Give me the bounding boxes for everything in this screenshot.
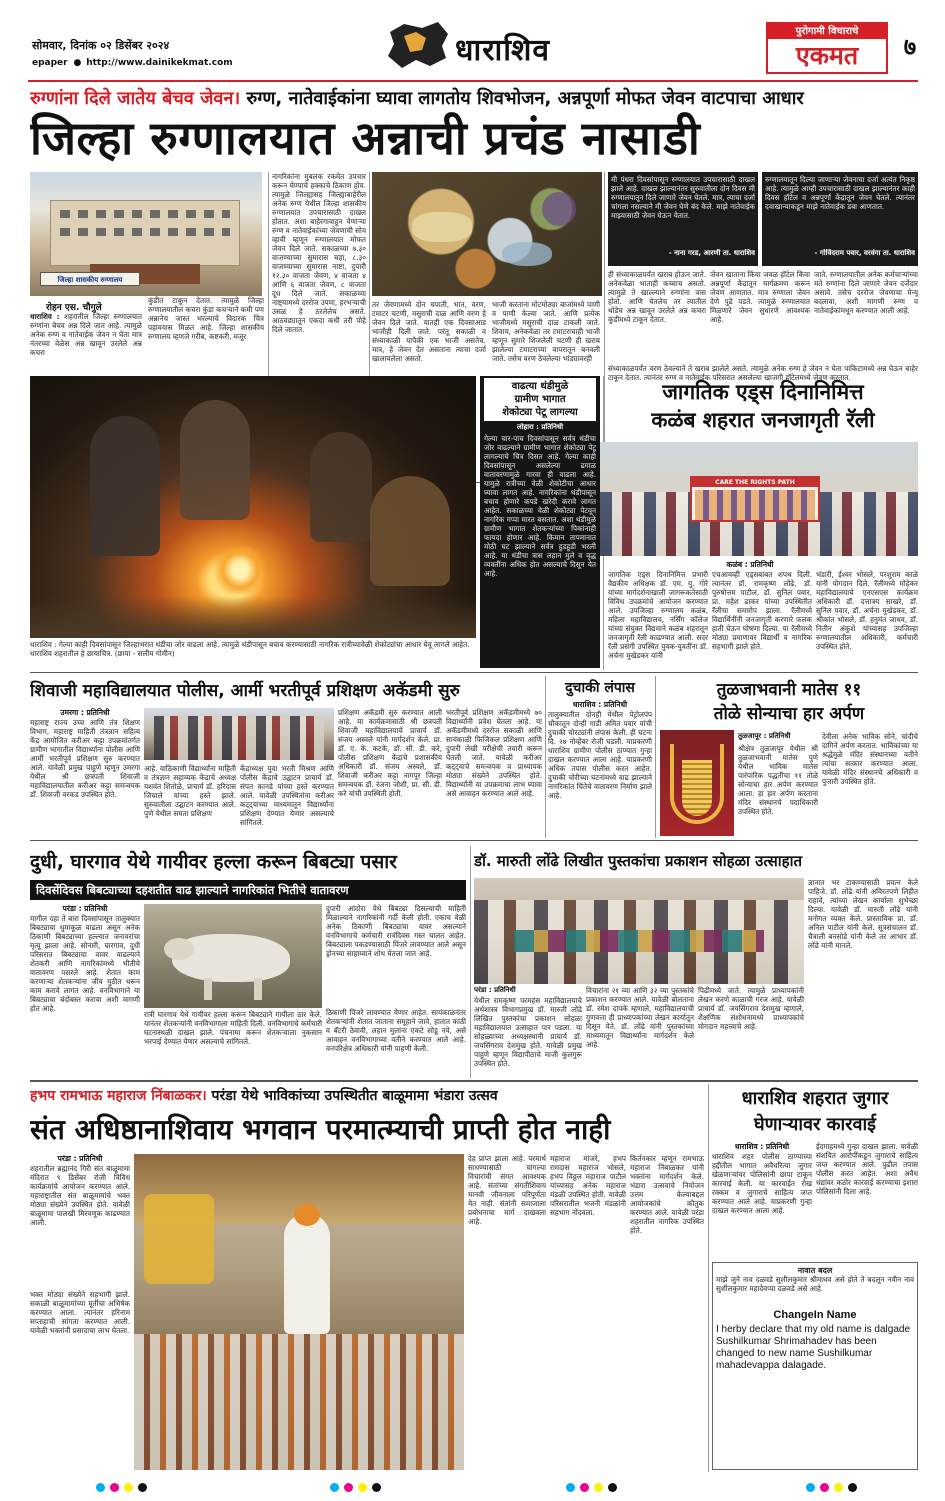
brand-box [766,22,888,74]
lead-kicker [30,86,920,112]
aids-byline: कळंब : प्रतिनिधी [726,560,774,569]
aids-column-1: जागतिक एड्स दिनानिमित्त प्रभारी वैद्यकीय अधिक्षक डॉ. एम. यु. गोरे यांच्या मार्गदर्शनाखाली जागरूकतेसाठी विविध उपक्रमांचे आयोजन करण्यात आले. उपजिल्हा रुग्णालय कळंब, महिला महाविद्यालय, नर्सिंग कॉलेज यांच्या संयुक्त विद्यमाने कळंब शहरातून जनजागृती रॅली काढण्यात आली. सदर रॅली प्रसंगी उपस्थित युवक-युवतींना डॉ. अर्चना मुखेडकर यांनी [608,570,708,660]
leopard-column-1b [30,1034,140,1076]
lead-column-7: ही संध्याकाळपर्यंत खराब होऊन जाते. अनेकवेळा भाताही कच्चाच असतो. त्यामुळे ते खाल्ल्याने रुग्णांना त्रास होतो. आणि घेतलेच तर त्यातील थोडेच अन्न खावून उरलेले अन्न कचरा कुंडीमध्ये टाकून देतात. [608,270,706,324]
tulja-headline [660,678,918,726]
aids-column-3: भंडारी, ईश्वर भोसले, परशुराम काळे यांनी योगदान दिले. रॅलीमध्ये मोहेकर महाविद्यालयाचे एनएसएस कार्यक्रम अधिकारी डॉ. दत्तात्रय साखरे, डॉ. सुनिल पवार, डॉ. अर्चना मुखेडकर, डॉ. श्रीकांत भोसले, डॉ. हनुमंत जाधव, डॉ. नितीन अंकुशे यांच्यासह उपजिल्हा रुग्णालयातील अधिकारी, कर्मचारी उपस्थित होते. [816,570,918,651]
lead-kicker-red: रुग्णांना दिले जातेय बेचव जेवन। [30,88,241,109]
gambling-headline-1: धाराशिव शहरात जुगार [741,1088,889,1109]
page-number: ७ [903,33,917,61]
rally-banner-text: CARE THE RIGHTS PATH [692,478,818,487]
ram-column-5: किर्तनकार म्हणून रामभाऊ महाराज निंबाळकर यांनी भक्तांना मार्गदर्शन केले. भंडारा उत्सवाचे नियोजन उत्तम केल्याबद्दल आयोजकांचे कौतुक करण्यात आले. यावेळी परंडा शहरातील नागरिक उपस्थित होते. [630,1154,704,1235]
ram-column-2: भक्त मोठ्या संख्येने सहभागी झाले. सकाळी बाळूमामांच्या मूर्तीचा अभिषेक करण्यात आला. त्यानंतर हरिनाम सप्ताहाची सांगता करण्यात आली. यावेळी भक्तांनी प्रसादाचा लाभ घेतला. [30,1290,130,1335]
name-change-notice [712,1262,918,1470]
globe-icon: ● [73,58,82,68]
bonfire-photo [30,376,476,638]
tulja-column-2: देवीला अनेक भाविक सोने, चांदीचे दागिने अर्पण करतात. भाविकांच्या या श्रद्धेमुळे मंदिर संस्थानच्या वतीने त्यांचा सत्कार करण्यात आला. यावेळी मंदिर संस्थानचे अधिकारी व पुजारी उपस्थित होते. [822,732,918,786]
gambling-column-1: धाराशिव शहर पोलीस ठाण्याच्या हद्दीतील भागात अवैधरित्या जुगार खेळणाऱ्यांवर पोलिसांनी छापा टाकून कारवाई केली. या कारवाईत रोख रक्कम व जुगाराचे साहित्य जप्त करण्यात आले आहे. याप्रकरणी गुन्हा दाखल करण्यात आला आहे. [712,1152,812,1215]
lead-dateline: धाराशिव : [30,312,60,321]
police-headline: शिवाजी महाविद्यालयात पोलीस, आर्मी भरतीपूर्व प्रशिक्षण अकॅडमी सुरु [30,681,460,701]
epaper-label: epaper [32,58,68,68]
quote-2-signature: - गोविंदराम पवार, वरवंगा ता. धाराशिव [814,249,915,257]
hospital-sign: जिल्हा शासकीय रुग्णालय [40,272,140,286]
lamps-headline: दुचाकी लंपास [565,680,635,696]
lead-column-1-text: शहरातील जिल्हा रुग्णालयात रुग्णांना बेचव अन्न दिले जात आहे. त्यामुळे अनेक रुग्ण व नातेवाईक जेवन न घेता मात्र नंतरच्या वेळेस अन्न खावून उरलेले अन्न कचरा [30,312,142,357]
quote-1-signature: - नाना गरड, आरणी ता. धाराशिव [668,249,755,257]
tulja-headline-2: तोळे सोन्याचा हार अर्पण [713,704,865,724]
police-column-1: महाराष्ट्र राज्य उच्च आणि तंत्र शिक्षण विभाग, महाराष्ट्र माहिती तंत्रज्ञान सहित्य केंद्र आयोजित करीअर कट्टा उपक्रमांतर्गत ग्रामीण भागातील विद्यार्थ्यांना पोलीस आणि आर्मी भरतीपूर्व प्रशिक्षण सुरु करण्यात आले. यावेळी प्रमुख पाहुणे म्हणून उमरगा येथील श्री छत्रपती शिवाजी महाविद्यालयातील करीअर कट्टा समन्वयक डॉ. शिवाजी वरकड उपस्थित होते. [30,718,140,799]
name-change-title: ChangeIn Name [773,1309,857,1321]
lead-column-3: नागरिकांना मुबलक रकमेत उपचार करून घेण्याचे हक्काचे ठिकाण होय. त्यामुळे जिल्ह्यासह जिल्ह्याबाहेरील अनेक रुग्ण येथील जिल्हा शासकीय रुग्णालयात उपचारासाठी दाखल होतात. अशा बाहेरगावाहून येणाऱ्या रुग्ण व नातेवाईकांच्या जेवणाची सोय व्हावी म्हणून रुग्णालयात मोफत जेवन दिले जाते. सकाळच्या ७.३० वाजण्याच्या सुमारास चहा, ८.३० वाजण्याच्या सुमारास नाष्टा, दुपारी १२.३० वाजता जेवण, ४ वाजता ४ आणि ६ वाजता जेवण, ८ वाजता दूध दिले जाते. सकाळच्या नाष्ट्यामध्ये दररोज उपमा, हरभऱ्याची उसळ हे ठरलेलेच असते. आठवड्यातून एकदा कधी तरी पोहे दिले जातात. [272,172,366,334]
cold-body: गेल्या चार-पाच दिवसांपासून सर्वत्र थंडीचा जोर वाढल्याने ग्रामीण भागात शेकोट्या पेटू लागल्याचे चित्र दिसत आहे. गेल्या काही दिवसांपासून असलेल्या ढगाळ वातावरणामुळे गारवा ही वाढला आहे. यामुळे रात्रीच्या वेळी शेकोटीचा आधार घ्यावा लागत आहे. नागरिकांना थंडीपासून बचाव होणारे कपडे खरेदी करावे लागत आहेत. सकाळच्या वेळी शेकोट्या पेटवून नागरिक गप्पा मारत बसतात. अशा थंडीमुळे ग्रामीण भागात शेतकऱ्यांच्या पिकांनाही फायदा होणार आहे. किमान तापमानात मोठी घट झाल्याने सर्वत्र हुडहुडी भरली आहे. या थंडीचा त्रास लहान मुले व वृद्ध व्यक्तींना अधिक होत असल्याचे दिसून येत आहे. [484,434,596,578]
cold-story-box [480,376,600,668]
police-column-5: भरतीपूर्व प्रशिक्षण अकॅडमीमध्ये ७० विद्यार्थ्यांनी प्रवेश घेतला आहे. या अकॅडमीमध्ये दररोज सकाळी आणि सायंकाळी फिजिकल प्रशिक्षण आणि दुपारी लेखी परीक्षेची तयारी करून घेतली जाते. यावेळी करीअर कट्ट्याचे समन्वयक व प्राध्यापक मोठ्या संख्येने उपस्थित होते. विद्यार्थ्यांनी या उपक्रमाचा लाभ घ्यावा असे आवाहन करण्यात आले आहे. [446,708,542,798]
aids-headline-2: कळंब शहरात जनजागृती रॅली [651,408,875,432]
ram-headline: संत अधिष्ठानाशिवाय भगवान परमात्म्याची प्राप्ती होत नाही [30,1113,611,1146]
lead-column-9: जाते. रुग्णालयातील अनेक कर्मचाऱ्यांच्या मते रुग्णांना दिले जाणारे जेवन दर्जेदार असावे. तसेच दररोज जेवणाचा मेन्यू बदलावा, अशी मागणी रुग्ण व नातेवाईकांमधून करण्यात आली आहे. [814,270,918,315]
ram-kicker-black: परंडा येथे भाविकांच्या उपस्थितीत बाळूमामा भंडारा उत्सव [211,1088,498,1104]
masthead-rule [28,80,918,82]
leopard-column-1: मागील दहा ते बारा दिवसांपासून तालुक्यात बिबट्याचा धुमाकूळ वाढला असून अनेक ठिकाणी बिबट्याच्या हल्ल्यात जनावरांचा मृत्यू झाला आहे. सोनारी, घारगाव, दुधी परिसरात बिबट्याचा वावर वाढल्याने शेतकरी आणि नागरिकांमध्ये भीतीचे वातावरण पसरले आहे. शेतात काम करणाऱ्या शेतकऱ्यांना जीव मुठीत धरून काम करावे लागत आहे. वनविभागाने या बिबट्याचा बंदोबस्त करावा अशी मागणी होत आहे. [30,914,140,1013]
name-change-marathi-body: माझे जुने नाव दळवडे सुशीलकुमार श्रीमाधव असे होते ते बदलून नवीन नाव सुशीलकुमार महादेवप्पा दळवडे असे आहे. [716,1275,914,1293]
lamps-byline: धाराशिव : प्रतिनिधी [572,700,628,709]
books-column-1: येथील रामकृष्ण परमहंस महाविद्यालयाचे अर्थशास्त्र विभागप्रमुख डॉ. मारुती लोंढे लिखित पुस्तकांचा प्रकाशन सोहळा महाविद्यालयात उत्साहात पार पडला. या सोहळ्याच्या अध्यक्षस्थानी प्राचार्य डॉ. जयसिंगराव देशमुख होते. यावेळी प्रमुख पाहुणे म्हणून विद्यापीठाचे माजी कुलगुरू उपस्थित होते. [474,996,582,1068]
lamps-body: तालुक्यातील दोनही येथील पेट्रोलपंप चौकातून दोन्ही गाडी अमित पवार यांची दुचाकी चोरट्यांनी लंपास केली. ही घटना दि. २७ नोव्हेंबर रोजी घडली. याप्रकरणी धाराशिव ग्रामीण पोलीस ठाण्यात गुन्हा दाखल करण्यात आला आहे. याप्रकरणी अधिक तपास पोलीस करत आहेत. दुचाकी चोरीच्या घटनांमध्ये वाढ झाल्याने नागरिकांत चिंतेचे वातावरण निर्माण झाले आहे. [548,710,652,800]
leopard-headline: दुधी, घारगाव येथे गायीवर हल्ला करून बिबट्या पसार [30,851,397,873]
lead-column-5: भाजी करताना मोटमोठ्या बाजांमध्ये पाणी व पाणी केल्या जाते. आणि प्रत्येक भाजीमध्ये मसुराची दाळ टाकली जाते. शिवाय, अनेकवेळा तर टमाटराचाही भाजी म्हणून सुमारे शिजलेली चटणी ही खराब झालेल्या टमाटराच्या वापरातून बनवली जाते. तसेच वरण ठेवलेल्या भांड्यावरही [492,300,600,363]
lead-byline: रोहन एस. चौगुले [46,303,102,313]
brand-logo: एकमत [795,41,859,70]
cold-headline-2: ग्रामीण भागात [514,394,566,405]
kirtan-photo [134,1154,464,1470]
books-dateline: परंडा : प्रतिनिधी [474,986,516,994]
aids-rally-photo [600,442,918,556]
dead-cow-photo [144,904,322,1008]
leopard-column-2: दुपारी आंदोरा येथे बिबट्या दिसल्याची माहिती मिळाल्याने नागरिकांनी गर्दी केली होती. एकाच वेळी अनेक ठिकाणी बिबट्याचा वावर असल्याने वनविभागाचे कर्मचारी रात्रंदिवस गस्त घालत आहेत. बिबट्याला पकडण्यासाठी पिंजरे लावण्यात आले असून ड्रोनच्या साहाय्याने शोध घेतला जात आहे. [326,904,466,958]
ram-kicker [30,1084,702,1108]
leopard-byline: परंडा : प्रतिनिधी [62,904,108,913]
tulja-column-1: श्रीक्षेत्र तुळजापूर येथील श्री तुळजाभवानी मातेस पुणे येथील भाविक मातेस पारंपारिक पद्धतीचा ११ तोळे सोन्याचा हार अर्पण करण्यात आला. हा हार अर्पण करताना मंदिर संस्थानचे पदाधिकारी उपस्थित होते. [738,744,818,816]
quote-2-text: रुग्णालयातून दिल्या जाणाऱ्या जेवनाचा दर्जा अत्यंत निकृष्ठ आहे. त्यामुळे आम्ही उपचारासाठी दाखल झाल्यानंतर काही दिवस हॉटेल व अन्नपूर्णा केंद्रातून जेवन घेतले. त्यानंतर दवाखान्याकडून माझे नातेवाईक डबा आणतात. [765,175,915,211]
brand-tagline: पुरोगामी विचाराचे [768,24,886,39]
tulja-headline-1: तुळजाभवानी मातेस ११ [716,680,862,700]
aids-headline-1: जागतिक एड्स दिनानिमित्त [662,380,864,404]
books-column-3: पिढीमध्ये जाते. त्यामुळे प्राध्यापकांनी लेखन करणे काळाची गरज आहे. यावेळी प्राचार्य डॉ. जयसिंगराव देशमुख म्हणाले, शैक्षणिक संशोधनामध्ये प्राध्यापकांचे योगदान महत्त्वाचे आहे. [698,986,804,1031]
leopard-column-3: रात्री घारगाव येथे गायीवर हल्ला करून बिबट्याने गायीला ठार केले. यानंतर शेतकऱ्यांनी वनविभागाला माहिती दिली. वनविभागाचे कर्मचारी घटनास्थळी दाखल झाले. पंचनामा करून शेतकऱ्याला नुकसान भरपाई देण्यात येणार असल्याचे सांगितले. [144,1010,322,1046]
leopard-subhead: दिवसेंदिवस बिबट्याच्या दहशतीत वाढ झाल्याने नागरिकांत भितीचे वातावरण [30,880,466,900]
police-byline: उमरगा : प्रतिनिधी [60,708,110,717]
cold-headline [484,378,596,421]
edition-name: धाराशिव [455,33,551,68]
lead-column-4: तर जेवणामध्ये दोन चपाती, भात, वरण, टमाटर चटणी, मसुराची दाळ आणि वरण हे जेवन दिले जाते. यातही एक दिवसाआड भाजीही दिली जाते. परंतू सकाळी व संध्याकाळी यापैकी एक भाजी असतेच. मात्र, हे जेवन देत असताना त्याचा दर्जा खालावलेला असतो. [372,300,486,363]
tulja-byline: तुळजापूर : प्रतिनिधी [738,732,791,740]
lead-column-8: जेवन खाताना किंवा जवळ हॉटेल किंवा अन्नपूर्णा केंद्रातून मार्गक्रमण करून जेवण आणतात. मात्र रुग्णाला जेवन देणे पुढे पडते. त्यामुळे रुग्णालयात मिळणारे जेवन सुधारणे आवश्यक आहे. [710,270,810,324]
gold-necklace-photo [660,730,734,836]
cold-headline-1: वाढत्या थंडीमुळे [511,381,569,392]
police-column-4: प्रशिक्षण अकॅडमी सुरु करण्यात आली आहे. या कार्यक्रमासाठी श्री छत्रपती शिवाजी महाविद्यालयाचे प्राचार्य डॉ. संजय अस्वले यांनी मार्गदर्शन केले. प्रा. डॉ. ए. के. कटके, डॉ. सी. डी. करे, पोलीस प्रशिक्षण केंद्राचे प्रशासकीय अधिकारी डॉ. संजय अस्वले, डॉ. शिवाजी करीअर कट्टा नागपूर जिल्हा समन्वयक डॉ. रंजना जोशी, प्रा. सी. डी. करे यांची उपस्थिती होती. [338,708,442,798]
lead-column-6: संध्याकाळपर्यंत वरण ठेवल्याने ते खराब झालेले असते. त्यामुळे अनेक रुग्ण हे जेवन न घेता पाकिटामध्ये अन्न घेऊन बाहेर टाकून देतात. त्यानंतर रुग्ण व नातेवाईक परिसरात असलेल्या खाजगी हॉटेलमध्ये जेवण करतात. [608,364,918,382]
quote-1-text: मी पंधरा दिवसांपासून रुग्णालयात उपचारासाठी दाखल झाले आहे. दाखल झाल्यानंतर सुरुवातीला दोन दिवस मी रुग्णालयातून दिले जाणारे जेवन घेतले. मात्र, त्याचा दर्जा चांगला नसल्याने मी जेवन घेणे बंद केले. माझे नातेवाईक माझ्यासाठी जेवन घेऊन येतात. [611,175,755,220]
books-column-2: विचारांना २१ व्या आणि ३२ व्या पुस्तकांचे प्रकाशन करण्यात आले. यावेळी बोलताना डॉ. रमेश दापके म्हणाले, महाविद्यालयाची गुणवत्ता ही प्राध्यापकांच्या लेखन कार्यातून दिसून येते. डॉ. लोंढे यांनी पुस्तकांच्या माध्यमातून विद्यार्थ्यांना मार्गदर्शन केले आहे. [586,986,694,1049]
epaper-link[interactable]: http://www.dainikekmat.com [86,58,233,68]
quote-box-2 [762,172,918,266]
gambling-headline [712,1086,918,1138]
issue-date: सोमवार, दिनांक ०२ डिसेंबर २०२४ [32,39,170,52]
aids-column-2: एचआयव्ही एड्सबाबत शपथ दिली. त्यानंतर डॉ. रामकृष्ण लोंढे, डॉ. पुरुषोत्तम पाटील, डॉ. सुनिल पवार, प्रा. महेश ढाकर यांच्या उपस्थितीत रॅलीचा समारोप झाला. रॅलीमध्ये विद्यार्थिनींनी जनजागृती करणारे फलक हाती घेऊन घोषणा दिल्या. या रॅलीमध्ये मोठ्या प्रमाणावर विद्यार्थी व नागरिक सहभागी झाले होते. [712,570,812,651]
name-change-marathi-heading: नावात बदल [797,1266,833,1275]
ram-column-3: देह प्राप्त झाला आहे. परमार्थ साधण्यासाठी चांगल्या विचारांची संगत आवश्यक आहे. संतांच्या संगतीशिवाय मानवी जीवनाला परिपूर्णता येत नाही. संतांनी समाजाला प्रबोधनाचा मार्ग दाखवला आहे. [468,1154,546,1226]
rally-banner [690,476,820,522]
food-waste-photo [372,172,602,296]
books-column-4: ज्ञानात भर टाकण्यासाठी प्रयत्न केले पाहिजे. डॉ. लोंढे यांनी अविरतपणे लिहीत राहावे, त्यांच्या लेखन कार्याला शुभेच्छा दिल्या. यावेळी डॉ. मारुती लोंढे यांनी मनोगत व्यक्त केले. प्रास्ताविक प्रा. डॉ. अनिल पाटील यांनी केले. सूत्रसंचालन डॉ. चैत्राली बनसोडे यांनी केले तर आभार डॉ. लोंढे यांनी मानले. [808,878,918,950]
leopard-column-4: ठिकाणी पिंजरे लावण्यात येणार आहेत. सायंकाळनंतर शेतकऱ्यांनी शेतात जाताना समूहाने जावे, हातात काठी व बॅटरी ठेवावी, लहान मुलांना एकटे सोडू नये, असे आवाहन वनविभागाच्या वतीने करण्यात आले आहे. वनपरिक्षेत्र अधिकारी यांनी पाहणी केली. [326,1008,466,1053]
cold-headline-3: शेकोट्या पेटू लागल्या [502,407,578,418]
ram-column-1: शहरातील ब्रह्मानंद गिरी संत बाळूमामा मंदिरात ९ डिसेंबर रोजी विविध कार्यक्रमांचे आयोजन करण्यात आले. महाराष्ट्रातील संत बाळूमामांचे भक्त मोठ्या संख्येने उपस्थित होते. यावेळी बाळूमामा पालखी मिरवणूक काढण्यात आली. [30,1164,130,1227]
masthead [0,0,945,84]
gambling-headline-2: घेणाऱ्यावर कारवाई [754,1114,876,1135]
gambling-byline: धाराशिव : प्रतिनिधी [734,1142,790,1151]
books-headline: डॉ. मारुती लोंढे लिखीत पुस्तकांचा प्रकाशन सोहळा उत्साहात [474,852,803,870]
ram-column-4: महाराज मांजरे, हभप रामदास महाराज भोसले, हभप विठ्ठल महाराज पाटील यांच्यासह अनेक महाराज मंडळी उपस्थित होती. यावेळी परिसरातील भजनी मंडळांनी सहभाग नोंदवला. [550,1154,626,1217]
ram-byline: परंडा : प्रतिनिधी [57,1154,103,1163]
lead-kicker-black: रुग्ण, नातेवाईकांना घ्यावा लागतोय शिवभोजन, अन्नपूर्णा मोफत जेवन वाटपाचा आधार [246,88,804,109]
epaper-line [32,58,233,68]
lead-headline: जिल्हा रुग्णालयात अन्नाची प्रचंड नासाडी [30,111,701,165]
ram-kicker-red: हभप रामभाऊ महाराज निंबाळकर। [30,1088,207,1104]
police-column-2: आहे. याठिकाणी विद्यार्थ्यांना माहिती व तंत्रज्ञान सहाय्यक केंद्राचे अध्यक्ष यशवंत शितोळे, प्राचार्य डॉ. हरिदास जिचाले यांच्या हस्ते झाले. सुरुवातीला उद्घाटन करण्यात आले. पुणे येथील समता प्रशिक्षण [144,764,236,818]
bonfire-caption: धाराशिव : गेल्या काही दिवसांपासून जिल्हाभरात थंडीचा जोर वाढला आहे. त्यामुळे थंडीपासून बचाव करण्यासाठी नागरिक रात्रीच्यावेळी शेकोट्यांचा आधार घेवू लागले आहेत. धाराशिव शहरातील हे छायाचित्र. (छाया - सलीम गोमीन) [30,640,470,658]
lead-column-2: कुंडीत टाकून देतात. त्यामुळे जिल्हा रुग्णालयातील कचरा कुंडा कचऱ्याने कमी पण अन्नानेच जास्त भरल्याचे विदारक चित्र पहावयास मिळत आहे. जिल्हा शासकीय रुग्णालय म्हणजे गरीब, कष्टकरी, मजूर [148,296,264,341]
district-map-icon [382,20,452,70]
aids-headline [608,378,918,434]
cold-byline: लोहारा : प्रतिनिधी [516,423,564,431]
police-event-photo [144,708,334,760]
hospital-photo [30,172,262,296]
print-registration-marks [0,1478,945,1498]
book-launch-photo [474,878,804,984]
gambling-column-2: ईदगाहमध्ये गुन्हा दाखल झाला. यावेळी संशयित आरोपींकडून जुगाराचे साहित्य जप्त करण्यात आले. पुढील तपास पोलीस करत आहेत. अशा अवैध धंद्यांवर कठोर कारवाई करण्याचा इशारा पोलिसांनी दिला आहे. [816,1142,918,1196]
police-column-3: केंद्राध्यक्ष युवा भरती मिश्रण आणि पोलीस केंद्राचे उद्घाटन प्राचार्य डॉ. संपत कानडे यांच्या हस्ते करण्यात आले. यावेळी उपस्थितांना करीअर कट्ट्याच्या माध्यमातून विद्यार्थ्यांना प्रशिक्षण देण्यात येणार असल्याचे सांगितले. [240,764,334,827]
name-change-body: I herby declare that my old name is dalgade Sushilkumar Shrimahadev has been changed to new name Sushilkumar mahadevappa dalagade. [716,1324,910,1371]
quote-box-1 [608,172,758,266]
